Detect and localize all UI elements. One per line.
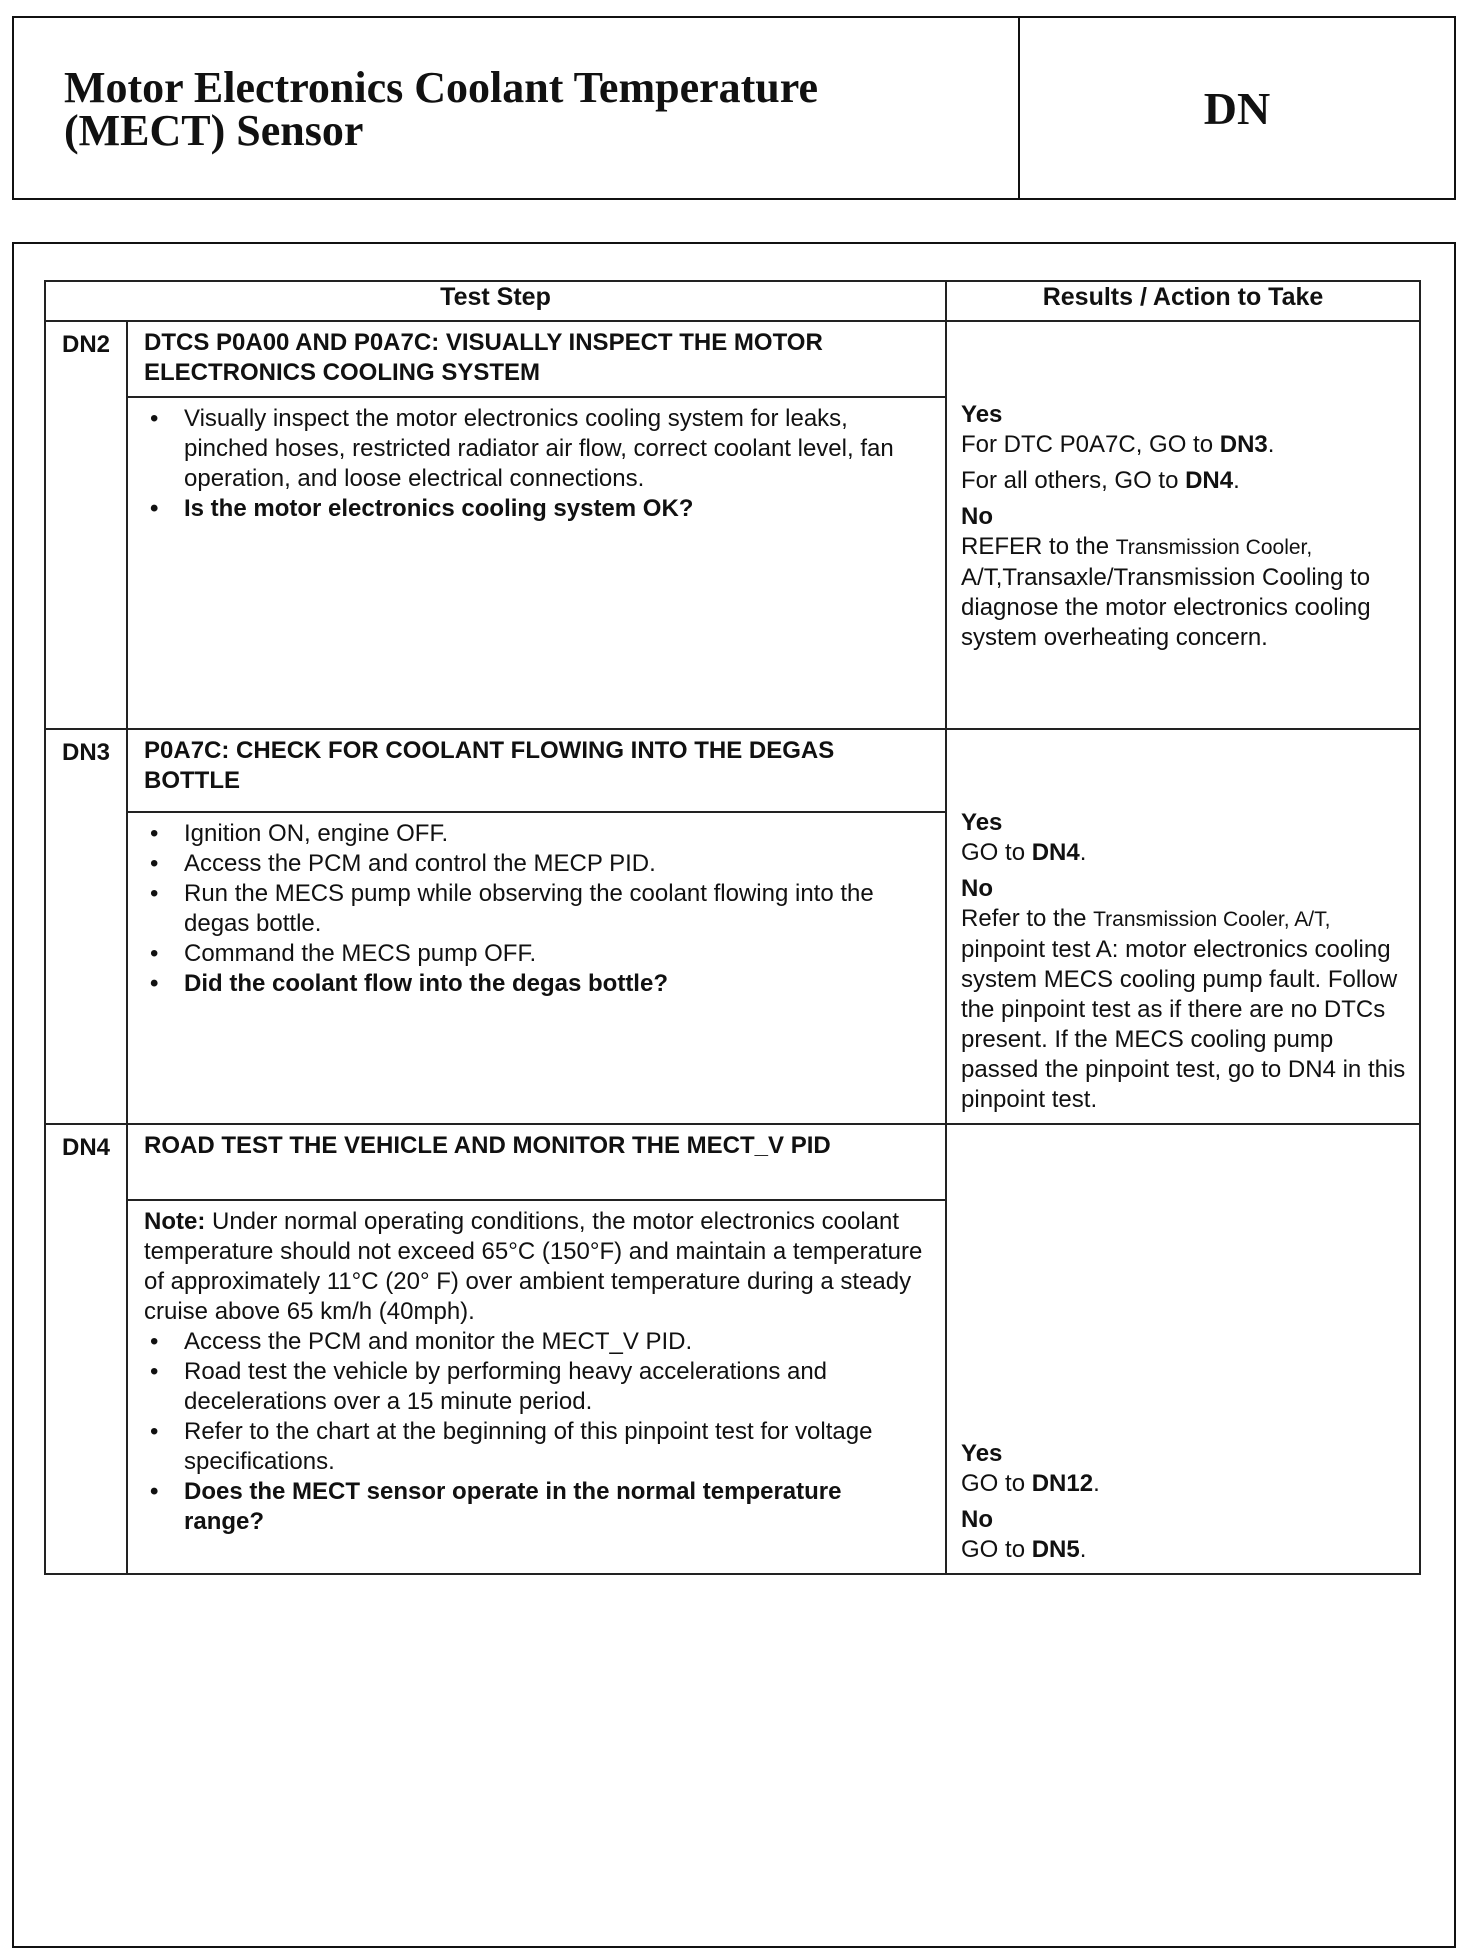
- bullet-item: • Ignition ON, engine OFF.: [144, 819, 927, 849]
- step-results: [946, 729, 1420, 1124]
- step-id: DN4: [45, 1124, 127, 1200]
- bullet-item: • Refer to the chart at the beginning of this pinpoint test for voltage specifications.: [144, 1417, 927, 1477]
- section-code: DN: [1018, 18, 1454, 198]
- table-header-row: [45, 281, 1420, 321]
- step-question: • Does the MECT sensor operate in the normal temperature range?: [144, 1477, 927, 1537]
- bullet-item: • Visually inspect the motor electronics cooling system for leaks, pinched hoses, restricted radiator air flow, correct coolant level, fan operation, and loose electrical connections.: [144, 404, 927, 494]
- bullet-item: • Command the MECS pump OFF.: [144, 939, 927, 969]
- step-title: DTCS P0A00 AND P0A7C: VISUALLY INSPECT THE MOTOR ELECTRONICS COOLING SYSTEM: [127, 321, 946, 397]
- step-title: P0A7C: CHECK FOR COOLANT FLOWING INTO THE DEGAS BOTTLE: [127, 729, 946, 812]
- step-ref: DN12: [1031, 1470, 1094, 1497]
- bullet-item: • Run the MECS pump while observing the coolant flowing into the degas bottle.: [144, 879, 927, 939]
- step-results: [946, 321, 1420, 729]
- title-line-1: Motor Electronics Coolant Temperature: [64, 63, 819, 112]
- step-dn2-title-row: [45, 321, 1420, 397]
- no-label: No: [961, 503, 994, 530]
- step-dn3-title-row: [45, 729, 1420, 812]
- no-label: No: [961, 875, 994, 902]
- step-ref: DN4: [1031, 839, 1080, 866]
- step-id: DN2: [45, 321, 127, 397]
- step-id: DN3: [45, 729, 127, 812]
- results-header: Results / Action to Take: [946, 281, 1420, 321]
- bullet-item: • Road test the vehicle by performing heavy accelerations and decelerations over a 15 minute period.: [144, 1357, 927, 1417]
- step-ref: DN3: [1219, 431, 1268, 458]
- test-step-header: Test Step: [45, 281, 946, 321]
- page-title: [64, 63, 1014, 155]
- bullet-item: • Access the PCM and control the MECP PID.: [144, 849, 927, 879]
- result-line: For DTC P0A7C, GO to DN3.: [961, 431, 1275, 458]
- step-body: [127, 397, 946, 729]
- page-header: [12, 16, 1456, 200]
- step-dn4-title-row: [45, 1124, 1420, 1200]
- step-results: [946, 1124, 1420, 1574]
- step-ref: DN5: [1031, 1536, 1080, 1563]
- yes-label: Yes: [961, 809, 1003, 836]
- step-body: [127, 812, 946, 1124]
- title-line-2: (MECT) Sensor: [64, 106, 364, 155]
- result-line: GO to DN5.: [961, 1536, 1087, 1563]
- step-title: ROAD TEST THE VEHICLE AND MONITOR THE MECT_V PID: [127, 1124, 946, 1200]
- yes-label: Yes: [961, 401, 1003, 428]
- test-step-table: [44, 280, 1421, 1575]
- step-body: [127, 1200, 946, 1574]
- result-line: For all others, GO to DN4.: [961, 467, 1240, 494]
- step-note: Note: Under normal operating conditions, the motor electronics coolant temperature should not exceed 65°C (150°F) and maintain a temperature of approximately 11°C (20° F) over ambient temperature during a steady cruise above 65 km/h (40mph).: [144, 1208, 923, 1325]
- yes-label: Yes: [961, 1440, 1003, 1467]
- no-label: No: [961, 1506, 994, 1533]
- bullet-item: • Access the PCM and monitor the MECT_V PID.: [144, 1327, 927, 1357]
- no-action: Refer to the Transmission Cooler, A/T, pinpoint test A: motor electronics cooling system MECS cooling pump fault. Follow the pinpoint test as if there are no DTCs present. If the MECS cooling pump passed the pinpoint test, go to DN4 in this pinpoint test.: [961, 905, 1406, 1113]
- no-action: REFER to the Transmission Cooler, A/T,Transaxle/Transmission Cooling to diagnose the motor electronics cooling system overheating concern.: [961, 533, 1371, 651]
- step-ref: DN4: [1185, 467, 1234, 494]
- step-question: • Did the coolant flow into the degas bottle?: [144, 969, 927, 999]
- result-line: GO to DN12.: [961, 1470, 1100, 1497]
- result-line: GO to DN4.: [961, 839, 1087, 866]
- step-question: • Is the motor electronics cooling system OK?: [144, 494, 927, 524]
